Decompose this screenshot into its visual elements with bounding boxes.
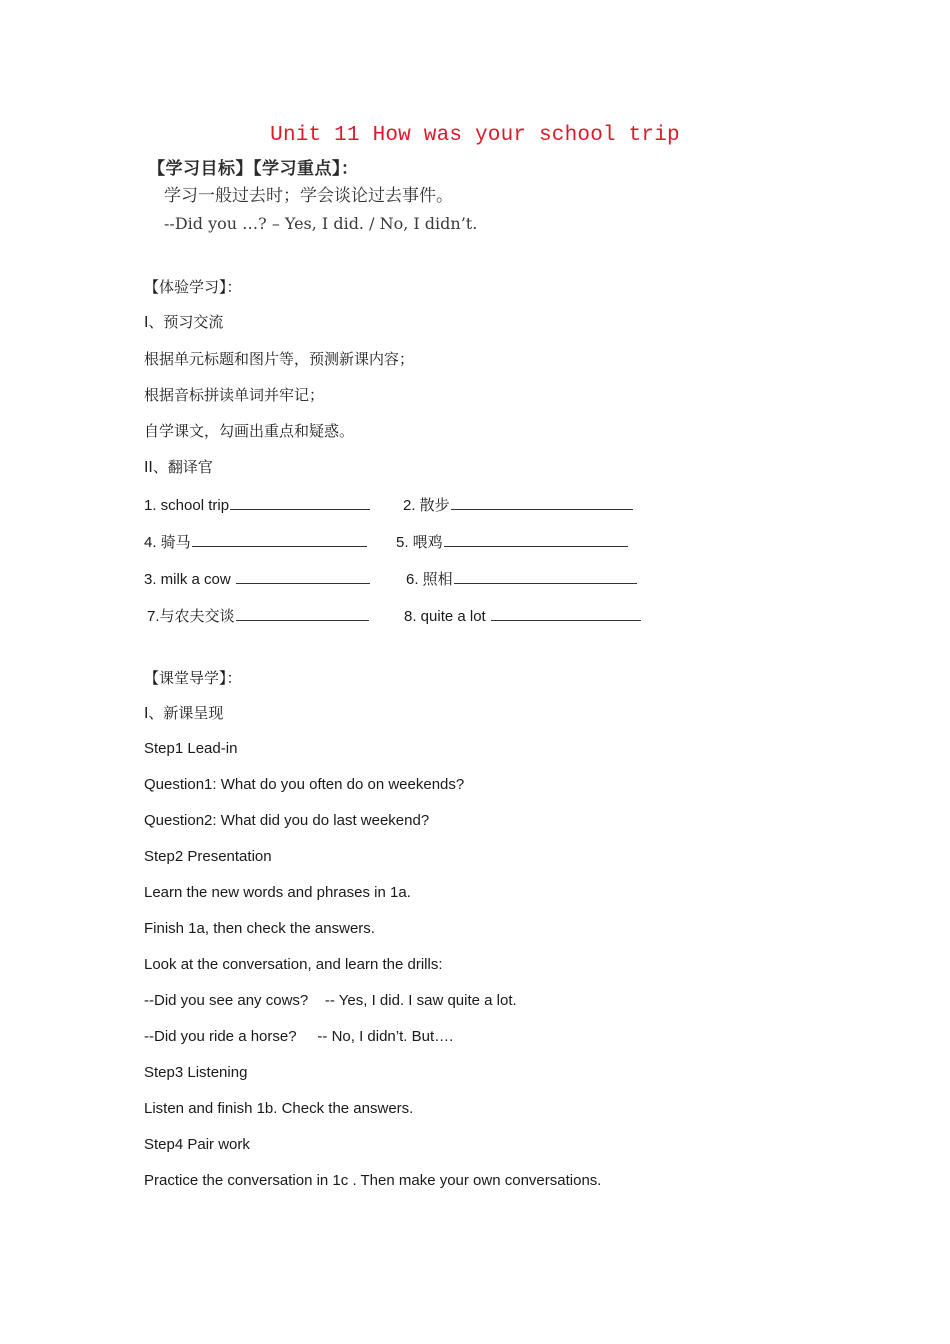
translate-label: 7.与农夫交谈 xyxy=(147,608,235,625)
translate-label: 8. quite a lot xyxy=(404,608,490,625)
answer-blank[interactable] xyxy=(192,531,367,547)
experience-item-2: 根据音标拼读单词并牢记； xyxy=(144,386,325,404)
step2-line-1: Learn the new words and phrases in 1a. xyxy=(144,884,411,901)
translate-item-6 xyxy=(406,568,637,590)
step4-heading: Step4 Pair work xyxy=(144,1136,250,1153)
translate-item-4 xyxy=(396,531,628,553)
document-title: Unit 11 How was your school trip xyxy=(270,124,680,147)
translate-label: 2. 散步 xyxy=(403,497,450,514)
answer-blank[interactable] xyxy=(451,494,633,510)
translate-label: 4. 骑马 xyxy=(144,534,191,551)
step2-heading: Step2 Presentation xyxy=(144,848,272,865)
translate-label: 1. school trip xyxy=(144,497,230,514)
step2-line-2: Finish 1a, then check the answers. xyxy=(144,920,375,937)
experience-heading: 【体验学习】： xyxy=(144,278,242,296)
classroom-heading: 【课堂导学】： xyxy=(144,669,242,687)
answer-blank[interactable] xyxy=(454,568,637,584)
experience-item-3: 自学课文，勾画出重点和疑惑。 xyxy=(144,422,355,440)
step3-line-1: Listen and finish 1b. Check the answers. xyxy=(144,1100,414,1117)
step3-heading: Step3 Listening xyxy=(144,1064,248,1081)
objectives-block xyxy=(148,156,477,238)
drill-line-1: --Did you see any cows? -- Yes, I did. I saw quite a lot. xyxy=(144,992,517,1009)
objectives-line-2: --Did you …? – Yes, I did. / No, I didn’t. xyxy=(164,214,478,233)
answer-blank[interactable] xyxy=(236,605,369,621)
step1-heading: Step1 Lead-in xyxy=(144,740,238,757)
translate-item-8 xyxy=(404,605,641,627)
experience-section-2: II、翻译官 xyxy=(144,458,213,476)
question-2: Question2: What did you do last weekend? xyxy=(144,812,430,829)
drill-line-2: --Did you ride a horse? -- No, I didn’t. But…. xyxy=(144,1028,454,1045)
question-1: Question1: What do you often do on weekends? xyxy=(144,776,465,793)
objectives-heading: 【学习目标】【学习重点】： xyxy=(148,159,359,179)
translate-item-7 xyxy=(147,605,369,627)
answer-blank[interactable] xyxy=(236,568,370,584)
step2-line-3: Look at the conversation, and learn the drills: xyxy=(144,956,443,973)
translate-item-5 xyxy=(144,568,370,590)
answer-blank[interactable] xyxy=(230,494,370,510)
translate-item-2 xyxy=(403,494,633,516)
experience-section-1: I、预习交流 xyxy=(144,313,224,331)
translate-label: 3. milk a cow xyxy=(144,571,235,588)
experience-item-1: 根据单元标题和图片等，预测新课内容； xyxy=(144,350,415,368)
answer-blank[interactable] xyxy=(444,531,628,547)
translate-item-1 xyxy=(144,494,370,516)
translate-label: 6. 照相 xyxy=(406,571,453,588)
translate-item-3 xyxy=(144,531,367,553)
objectives-line-1: 学习一般过去时；学会谈论过去事件。 xyxy=(164,186,453,206)
classroom-section-1: I、新课呈现 xyxy=(144,704,224,722)
translate-label: 5. 喂鸡 xyxy=(396,534,443,551)
step4-line-1: Practice the conversation in 1c . Then make your own conversations. xyxy=(144,1172,602,1189)
answer-blank[interactable] xyxy=(491,605,641,621)
